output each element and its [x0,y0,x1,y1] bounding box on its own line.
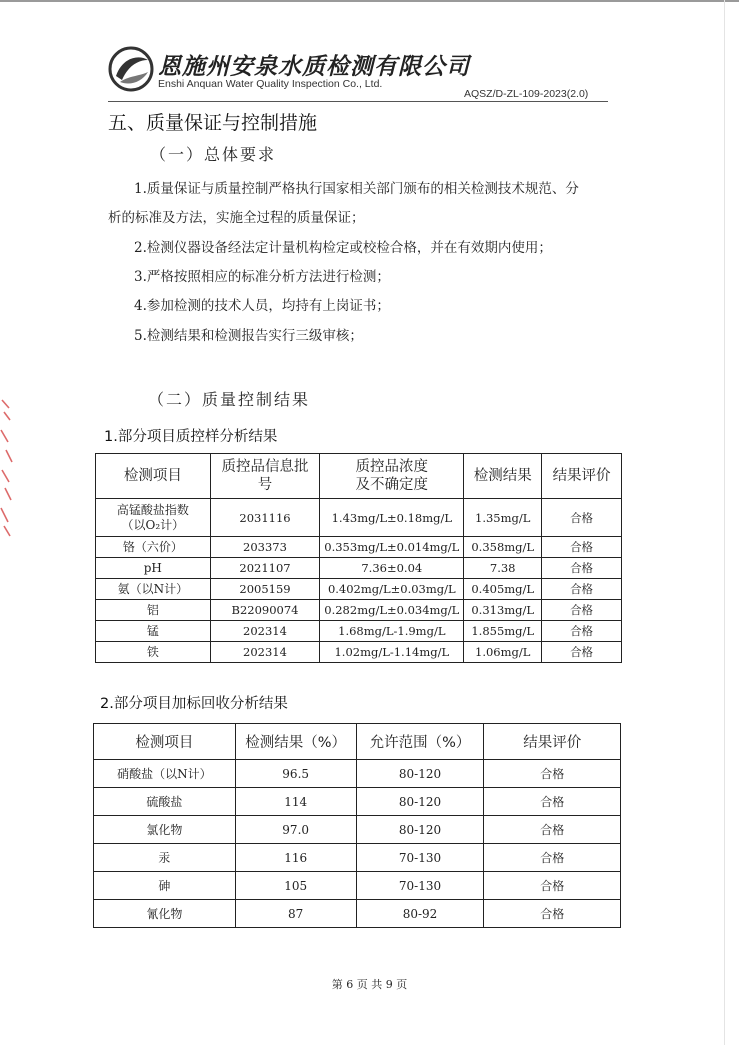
requirement-3: 3.严格按照相应的标准分析方法进行检测； [134,269,390,285]
red-seal-stamp-fragment [0,390,14,540]
table-cell: 80-120 [356,760,484,788]
table-cell: 1.855mg/L [464,621,542,642]
company-name-cn: 恩施州安泉水质检测有限公司 [158,53,470,80]
table-row [96,537,622,558]
company-name-en: Enshi Anquan Water Quality Inspection Co., Ltd. [158,78,383,90]
page-fold-line [724,0,725,1045]
subsection-general-requirements: （一）总体要求 [150,145,277,164]
column-header: 结果评价 [484,724,621,760]
table-cell: 105 [235,872,356,900]
table-cell: 1.02mg/L-1.14mg/L [320,642,464,663]
requirement-1-line-1: 1.质量保证与质量控制严格执行国家相关部门颁布的相关检测技术规范、分 [134,181,579,197]
table-cell: 203373 [210,537,320,558]
table-cell: 0.282mg/L±0.034mg/L [320,600,464,621]
table-cell: 氨（以N计） [96,579,211,600]
column-header: 检测项目 [94,724,236,760]
table-cell: 0.358mg/L [464,537,542,558]
table-row [96,558,622,579]
table-cell: 7.38 [464,558,542,579]
qc-sample-table [95,453,622,663]
table-header-row [94,724,621,760]
requirement-5: 5.检测结果和检测报告实行三级审核； [134,328,363,344]
table-cell: 2031116 [210,499,320,537]
page-top-border [0,0,739,2]
table-cell: 114 [235,788,356,816]
table-cell: 合格 [484,788,621,816]
table-cell: 70-130 [356,844,484,872]
table-cell: 合格 [542,600,622,621]
table-cell: 0.313mg/L [464,600,542,621]
column-header: 质控品信息批号 [210,454,320,499]
table-cell: 116 [235,844,356,872]
table-row [96,579,622,600]
table-cell: 合格 [542,642,622,663]
requirement-2: 2.检测仪器设备经法定计量机构检定或校检合格，并在有效期内使用； [134,240,552,256]
table-header-row [96,454,622,499]
table-cell: 合格 [542,499,622,537]
table-cell: 合格 [484,900,621,928]
table-cell: 2021107 [210,558,320,579]
column-header: 质控品浓度及不确定度 [320,454,464,499]
table-cell: 1.35mg/L [464,499,542,537]
table-cell: 氰化物 [94,900,236,928]
table-cell: pH [96,558,211,579]
column-header: 结果评价 [542,454,622,499]
header-divider [108,101,608,102]
spike-recovery-table [93,723,621,928]
table-cell: 合格 [484,872,621,900]
table-cell: 202314 [210,621,320,642]
table-cell: 铬（六价） [96,537,211,558]
subsection-qc-results: （二）质量控制结果 [148,390,311,409]
table-cell: 87 [235,900,356,928]
table-row [96,642,622,663]
table-cell: 合格 [484,760,621,788]
table-cell: 97.0 [235,816,356,844]
requirement-1-line-2: 析的标准及方法，实施全过程的质量保证； [108,210,365,226]
table-row [94,760,621,788]
table-row [94,788,621,816]
table-cell: 合格 [484,816,621,844]
table-cell: 80-120 [356,816,484,844]
table-cell: 0.353mg/L±0.014mg/L [320,537,464,558]
table-cell: 硝酸盐（以N计） [94,760,236,788]
column-header: 检测项目 [96,454,211,499]
table-cell: 80-92 [356,900,484,928]
table-cell: 7.36±0.04 [320,558,464,579]
table-cell: 0.405mg/L [464,579,542,600]
table-cell: 铁 [96,642,211,663]
table-cell: 1.43mg/L±0.18mg/L [320,499,464,537]
table-row [96,621,622,642]
table-row [94,900,621,928]
section-title: 五、质量保证与控制措施 [108,112,318,134]
table-row [94,844,621,872]
document-code: AQSZ/D-ZL-109-2023(2.0) [464,88,589,100]
table-cell: 1.68mg/L-1.9mg/L [320,621,464,642]
table-cell: 合格 [542,537,622,558]
table-cell: 锰 [96,621,211,642]
table-cell: 0.402mg/L±0.03mg/L [320,579,464,600]
qc-table-title: 1.部分项目质控样分析结果 [104,429,278,445]
table-cell: 砷 [94,872,236,900]
column-header: 允许范围（%） [356,724,484,760]
table-cell: 合格 [542,579,622,600]
table-cell: 合格 [542,621,622,642]
table-cell: 80-120 [356,788,484,816]
table-cell: 96.5 [235,760,356,788]
table-cell: B22090074 [210,600,320,621]
table-row [94,872,621,900]
table-cell: 汞 [94,844,236,872]
page-number: 第 6 页 共 9 页 [331,978,408,991]
table-row [94,816,621,844]
table-cell: 1.06mg/L [464,642,542,663]
table-cell: 合格 [484,844,621,872]
table-cell: 合格 [542,558,622,579]
table-row [96,600,622,621]
table-cell: 硫酸盐 [94,788,236,816]
spike-table-title: 2.部分项目加标回收分析结果 [100,696,288,712]
table-cell: 2005159 [210,579,320,600]
requirement-4: 4.参加检测的技术人员，均持有上岗证书； [134,298,390,314]
table-cell: 202314 [210,642,320,663]
table-cell: 氯化物 [94,816,236,844]
table-row [96,499,622,537]
table-cell: 70-130 [356,872,484,900]
table-cell: 铝 [96,600,211,621]
water-drop-logo-icon [108,46,154,92]
table-cell: 高锰酸盐指数（以O₂计） [96,499,211,537]
column-header: 检测结果 [464,454,542,499]
column-header: 检测结果（%） [235,724,356,760]
